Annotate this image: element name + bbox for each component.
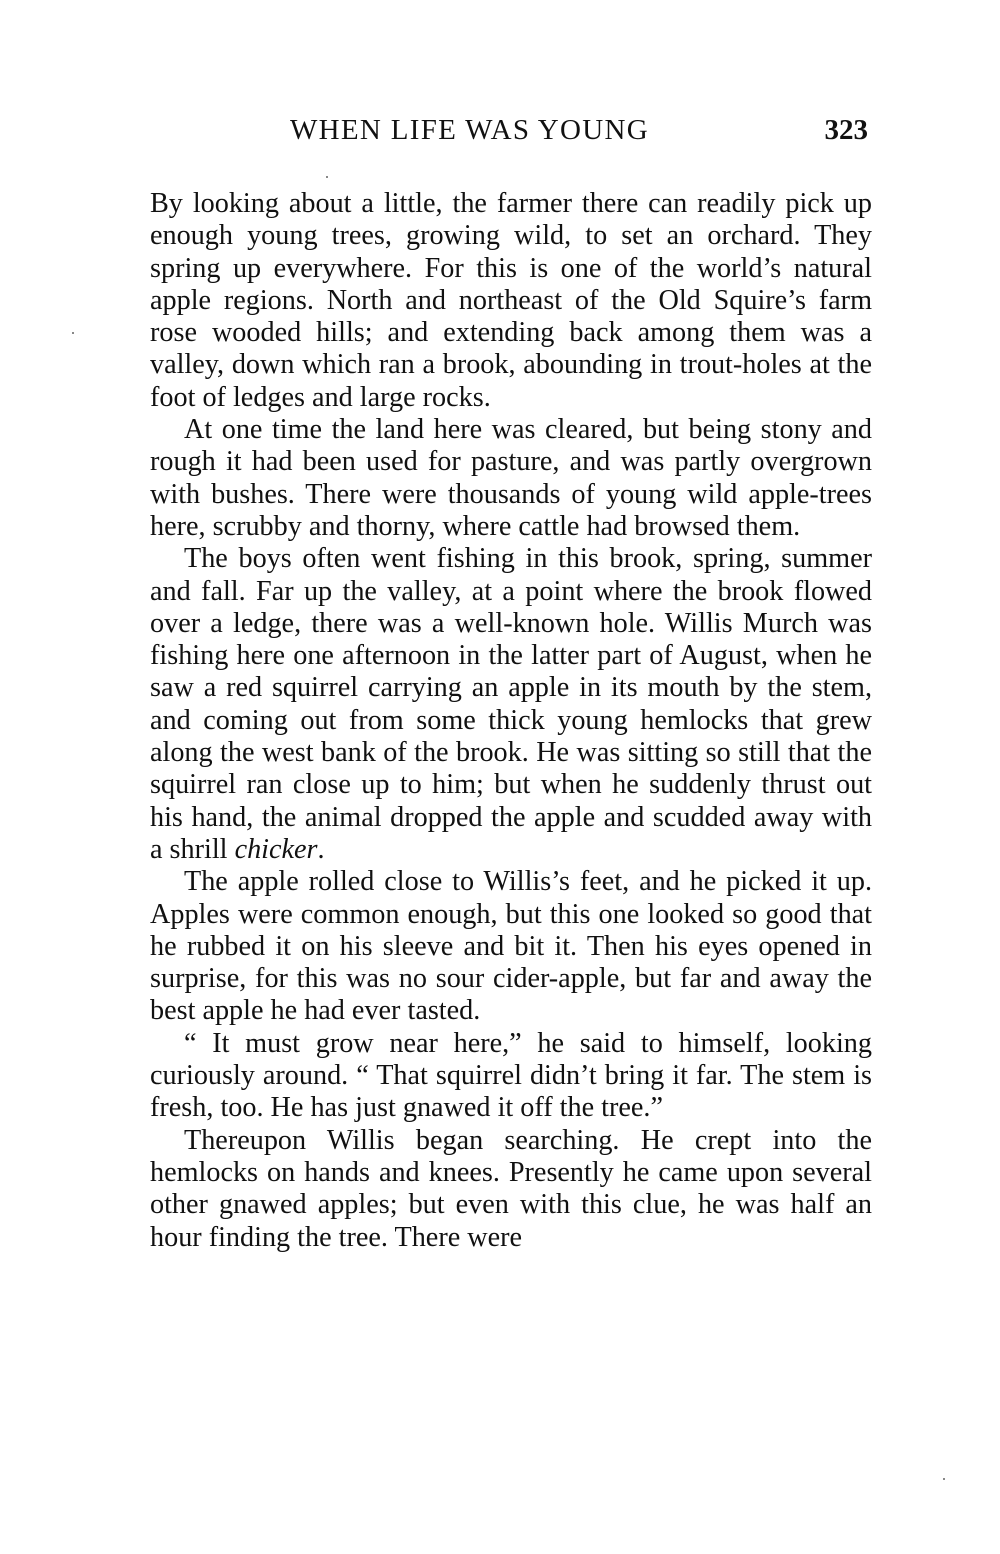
paragraph: By looking about a little, the farmer there can readily pick up enough young trees, growing wild, to set an orchard. They spring up everywhere. For this is one of the world’s natural apple regions. North and northeast of the Old Squire’s farm rose wooded hills; and extending back among them was a valley, down which ran a brook, abounding in trout-holes at the foot of ledges and large rocks. bbox=[150, 188, 872, 413]
page-header bbox=[150, 114, 872, 154]
page-number: 323 bbox=[824, 114, 868, 146]
paragraph-end: . bbox=[317, 833, 325, 865]
scan-speck bbox=[943, 1478, 945, 1480]
paragraph: The apple rolled close to Willis’s feet, and he picked it up. Apples were common enough, but this one looked so good that he rubbed it on his sleeve and bit it. Then his eyes opened in surprise, for this was no sour cider-apple, but far and away the best apple he had ever tasted. bbox=[150, 866, 872, 1027]
scan-speck bbox=[326, 176, 328, 178]
paragraph bbox=[150, 543, 872, 866]
scan-speck bbox=[72, 332, 74, 334]
running-head: WHEN LIFE WAS YOUNG bbox=[290, 114, 649, 146]
body-text bbox=[150, 188, 872, 1254]
paragraph: “ It must grow near here,” he said to himself, looking curiously around. “ That squirrel didn’t bring it far. The stem is fresh, too. He has just gnawed it off the tree.” bbox=[150, 1027, 872, 1124]
paragraph: Thereupon Willis began searching. He crept into the hemlocks on hands and knees. Presently he came upon several other gnawed apples; but even with this clue, he was half an hour finding the tree. There were bbox=[150, 1124, 872, 1253]
italic-word: chicker bbox=[234, 833, 318, 865]
paragraph-text: The boys often went fishing in this brook, spring, summer and fall. Far up the valley, at a point where the brook flowed over a ledge, there was a well-known hole. Willis Murch was fishing here one afternoon in the latter part of August, when he saw a red squirrel carrying an apple in its mouth by the stem, and coming out from some thick young hemlocks that grew along the west bank of the brook. He was sitting so still that the squirrel ran close up to him; but when he suddenly thrust out his hand, the animal dropped the apple and scudded away with a shrill bbox=[150, 543, 872, 865]
paragraph: At one time the land here was cleared, but being stony and rough it had been used for pasture, and was partly overgrown with bushes. There were thousands of young wild apple-trees here, scrubby and thorny, where cattle had browsed them. bbox=[150, 414, 872, 542]
